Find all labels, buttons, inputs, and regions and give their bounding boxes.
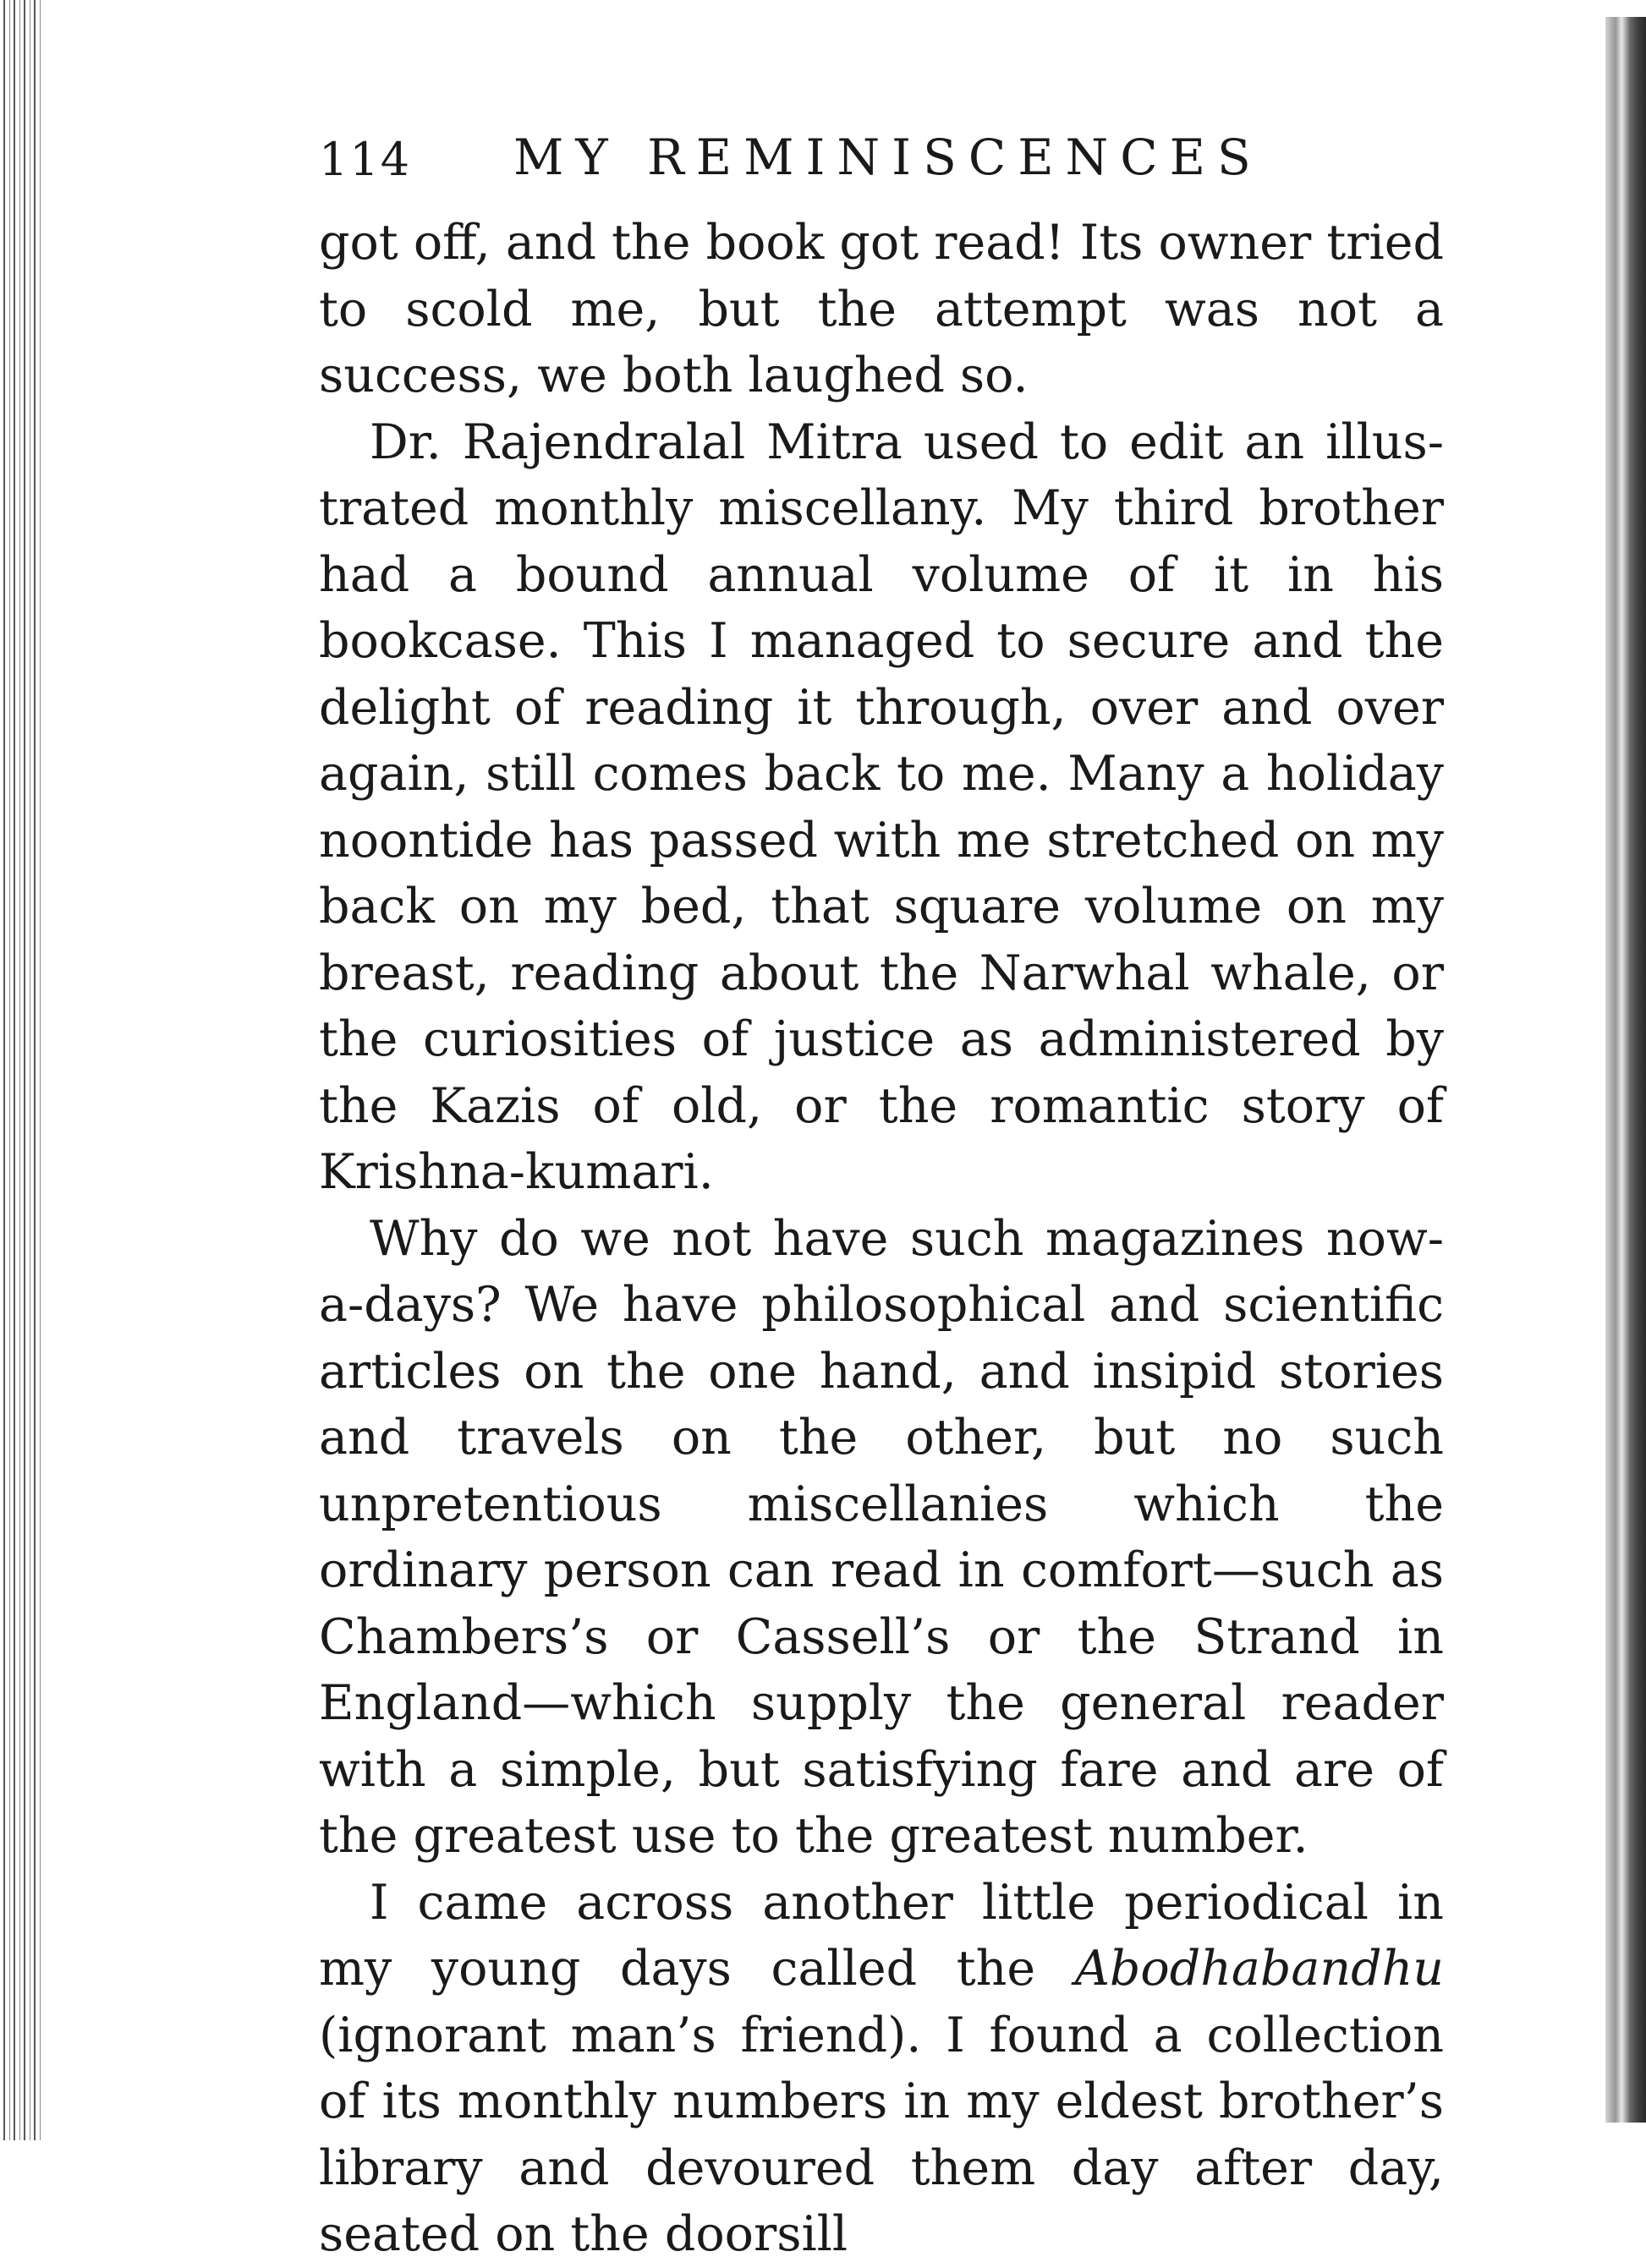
running-title: MY REMINISCENCES [513,129,1263,186]
paragraph-1: got off, and the book got read! Its owner tried to scold me, but the attempt was not a success, we both laughed so. [319,215,1445,403]
paragraph-2: Dr. Rajendralal Mitra used to edit an illustrated monthly miscellany. My third brother had a bound annual volume of it in his bookcase. This I managed to secure and the delight of reading it through, over and over again, still comes back to me. Many a holiday noontide has passed with me stretched on my back on my bed, that square volume on my breast, reading about the Narwhal whale, or the curiosities of justice as administered by the Kazis of old, or the romantic story of Krishna-kumari. [319,414,1444,1200]
scan-edge-right [1605,17,1646,2123]
book-page [319,93,1444,2268]
page-number: 114 [319,133,412,186]
body-text [319,210,1444,2268]
periodical-title: Abodhabandhu [1074,1941,1444,1997]
paragraph-3: Why do we not have such magazines now-a-days? We have philosophical and scientific articles on the one hand, and insipid stories and travels on the other, but no such unpretentious miscellanies which the ordinary person can read in comfort—such as Chambers’s or Cassell’s or the Strand in England—which supply the general reader with a simple, but satisfying fare and are of the greatest use to the greatest number. [319,1210,1444,1864]
paragraph-4 [319,1870,1444,2268]
scan-edge-left [0,0,44,2140]
paragraph-4-end: (ignorant man’s friend). I found a collection of its monthly numbers in my eldest brother’s library and devoured them day after day, seated on the doorsill [319,2007,1444,2262]
page-header [319,93,1444,186]
paragraph-4-start: I came across another little periodical in my young days called the [319,1874,1444,1997]
